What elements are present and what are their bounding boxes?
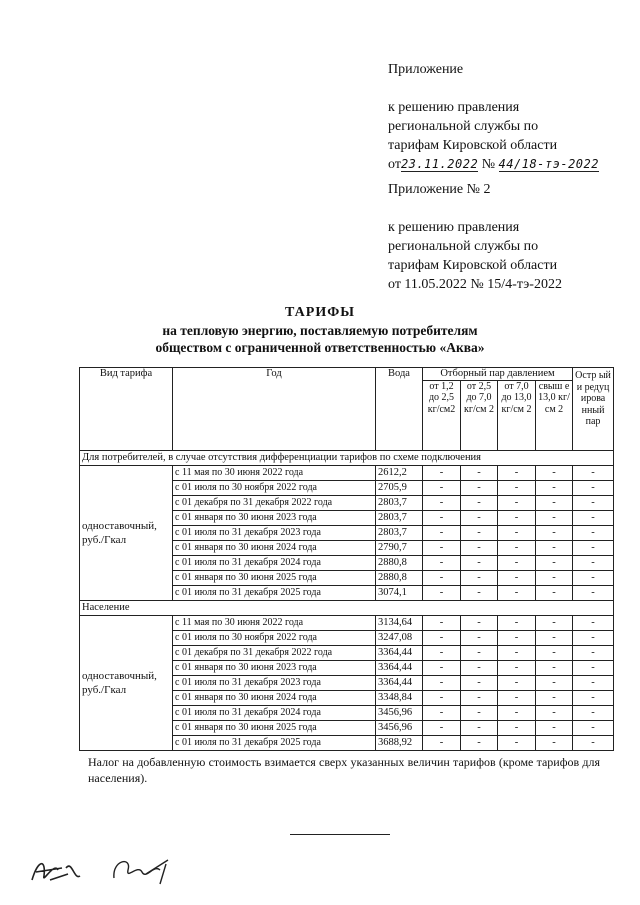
empty-value-cell: - bbox=[461, 690, 498, 705]
empty-value-cell: - bbox=[536, 540, 573, 555]
empty-value-cell: - bbox=[498, 510, 536, 525]
empty-value-cell: - bbox=[573, 555, 614, 570]
empty-value-cell: - bbox=[498, 705, 536, 720]
empty-value-cell: - bbox=[498, 615, 536, 630]
number-prefix: № bbox=[481, 157, 496, 172]
empty-value-cell: - bbox=[461, 555, 498, 570]
empty-value-cell: - bbox=[423, 540, 461, 555]
period-cell: с 01 января по 30 июня 2024 года bbox=[173, 540, 376, 555]
header-pressure-1: от 1,2 до 2,5 кг/см2 bbox=[423, 380, 461, 450]
period-cell: с 01 июля по 31 декабря 2025 года bbox=[173, 585, 376, 600]
empty-value-cell: - bbox=[423, 480, 461, 495]
tariffs-body bbox=[80, 450, 614, 750]
empty-value-cell: - bbox=[536, 480, 573, 495]
period-cell: с 01 января по 30 июня 2023 года bbox=[173, 510, 376, 525]
period-cell: с 01 июля по 31 декабря 2023 года bbox=[173, 525, 376, 540]
period-cell: с 01 июля по 30 ноября 2022 года bbox=[173, 480, 376, 495]
header-sharp-steam: Остр ый и редуц ирова нный пар bbox=[573, 368, 614, 451]
tariffs-table bbox=[79, 367, 614, 751]
period-cell: с 01 января по 30 июня 2023 года bbox=[173, 660, 376, 675]
empty-value-cell: - bbox=[498, 690, 536, 705]
empty-value-cell: - bbox=[573, 705, 614, 720]
empty-value-cell: - bbox=[423, 465, 461, 480]
water-value-cell: 3074,1 bbox=[376, 585, 423, 600]
empty-value-cell: - bbox=[461, 525, 498, 540]
empty-value-cell: - bbox=[498, 570, 536, 585]
water-value-cell: 2612,2 bbox=[376, 465, 423, 480]
empty-value-cell: - bbox=[536, 735, 573, 750]
empty-value-cell: - bbox=[498, 585, 536, 600]
empty-value-cell: - bbox=[423, 585, 461, 600]
empty-value-cell: - bbox=[498, 735, 536, 750]
period-cell: с 01 июля по 30 ноября 2022 года bbox=[173, 630, 376, 645]
empty-value-cell: - bbox=[461, 465, 498, 480]
tariff-type-cell: одноставочный, руб./Гкал bbox=[80, 615, 173, 750]
empty-value-cell: - bbox=[536, 630, 573, 645]
empty-value-cell: - bbox=[423, 705, 461, 720]
empty-value-cell: - bbox=[423, 675, 461, 690]
table-row bbox=[80, 615, 614, 630]
empty-value-cell: - bbox=[536, 690, 573, 705]
period-cell: с 01 июля по 31 декабря 2025 года bbox=[173, 735, 376, 750]
section-row bbox=[80, 600, 614, 615]
empty-value-cell: - bbox=[536, 675, 573, 690]
empty-value-cell: - bbox=[498, 465, 536, 480]
empty-value-cell: - bbox=[573, 630, 614, 645]
vat-note: Налог на добавленную стоимость взимается сверх указанных величин тарифов (кроме тарифов для населения). bbox=[88, 755, 600, 785]
empty-value-cell: - bbox=[573, 480, 614, 495]
empty-value-cell: - bbox=[498, 495, 536, 510]
heading-sub-2: обществом с ограниченной ответственностью «Аква» bbox=[155, 340, 485, 355]
appendix-1 bbox=[388, 60, 599, 174]
empty-value-cell: - bbox=[573, 675, 614, 690]
empty-value-cell: - bbox=[461, 585, 498, 600]
empty-value-cell: - bbox=[423, 555, 461, 570]
empty-value-cell: - bbox=[461, 630, 498, 645]
empty-value-cell: - bbox=[498, 540, 536, 555]
empty-value-cell: - bbox=[423, 630, 461, 645]
signature-icon bbox=[28, 850, 188, 890]
empty-value-cell: - bbox=[573, 540, 614, 555]
empty-value-cell: - bbox=[573, 645, 614, 660]
water-value-cell: 2803,7 bbox=[376, 525, 423, 540]
period-cell: с 01 июля по 31 декабря 2024 года bbox=[173, 555, 376, 570]
appendix-1-line: региональной службы по bbox=[388, 119, 539, 134]
water-value-cell: 2880,8 bbox=[376, 570, 423, 585]
tariffs-heading bbox=[0, 304, 640, 356]
empty-value-cell: - bbox=[461, 480, 498, 495]
empty-value-cell: - bbox=[498, 525, 536, 540]
empty-value-cell: - bbox=[573, 510, 614, 525]
empty-value-cell: - bbox=[461, 510, 498, 525]
separator-line bbox=[290, 834, 390, 835]
empty-value-cell: - bbox=[573, 735, 614, 750]
water-value-cell: 3247,08 bbox=[376, 630, 423, 645]
empty-value-cell: - bbox=[498, 645, 536, 660]
empty-value-cell: - bbox=[423, 690, 461, 705]
empty-value-cell: - bbox=[498, 480, 536, 495]
period-cell: с 01 января по 30 июня 2025 года bbox=[173, 720, 376, 735]
empty-value-cell: - bbox=[536, 495, 573, 510]
empty-value-cell: - bbox=[461, 540, 498, 555]
table-row bbox=[80, 465, 614, 480]
empty-value-cell: - bbox=[461, 720, 498, 735]
empty-value-cell: - bbox=[573, 465, 614, 480]
heading-main: ТАРИФЫ bbox=[285, 305, 355, 320]
period-cell: с 01 декабря по 31 декабря 2022 года bbox=[173, 645, 376, 660]
appendix-2-title: Приложение № 2 bbox=[388, 182, 491, 197]
water-value-cell: 3364,44 bbox=[376, 675, 423, 690]
section-row bbox=[80, 450, 614, 465]
appendix-2-line: тарифам Кировской области bbox=[388, 258, 558, 273]
empty-value-cell: - bbox=[573, 570, 614, 585]
empty-value-cell: - bbox=[498, 630, 536, 645]
empty-value-cell: - bbox=[573, 525, 614, 540]
empty-value-cell: - bbox=[498, 720, 536, 735]
period-cell: с 11 мая по 30 июня 2022 года bbox=[173, 615, 376, 630]
empty-value-cell: - bbox=[536, 705, 573, 720]
water-value-cell: 3364,44 bbox=[376, 645, 423, 660]
section-label: Население bbox=[80, 600, 614, 615]
empty-value-cell: - bbox=[423, 495, 461, 510]
water-value-cell: 3348,84 bbox=[376, 690, 423, 705]
empty-value-cell: - bbox=[573, 495, 614, 510]
header-year: Год bbox=[173, 368, 376, 451]
empty-value-cell: - bbox=[536, 465, 573, 480]
empty-value-cell: - bbox=[461, 675, 498, 690]
header-water: Вода bbox=[376, 368, 423, 451]
water-value-cell: 3688,92 bbox=[376, 735, 423, 750]
period-cell: с 01 июля по 31 декабря 2023 года bbox=[173, 675, 376, 690]
empty-value-cell: - bbox=[423, 510, 461, 525]
section-label: Для потребителей, в случае отсутствия дифференциации тарифов по схеме подключения bbox=[80, 450, 614, 465]
empty-value-cell: - bbox=[498, 675, 536, 690]
water-value-cell: 2880,8 bbox=[376, 555, 423, 570]
handwritten-date: 23.11.2022 bbox=[400, 157, 479, 171]
water-value-cell: 2803,7 bbox=[376, 510, 423, 525]
empty-value-cell: - bbox=[573, 585, 614, 600]
empty-value-cell: - bbox=[461, 570, 498, 585]
empty-value-cell: - bbox=[573, 615, 614, 630]
appendix-1-line: к решению правления bbox=[388, 100, 520, 115]
handwritten-number: 44/18-тэ-2022 bbox=[498, 157, 599, 171]
period-cell: с 01 декабря по 31 декабря 2022 года bbox=[173, 495, 376, 510]
water-value-cell: 2705,9 bbox=[376, 480, 423, 495]
empty-value-cell: - bbox=[461, 705, 498, 720]
date-prefix: от bbox=[388, 157, 401, 172]
header-pressure-4: свыш е 13,0 кг/см 2 bbox=[536, 380, 573, 450]
empty-value-cell: - bbox=[536, 570, 573, 585]
header-type: Вид тарифа bbox=[80, 368, 173, 451]
empty-value-cell: - bbox=[536, 585, 573, 600]
empty-value-cell: - bbox=[498, 555, 536, 570]
empty-value-cell: - bbox=[536, 525, 573, 540]
empty-value-cell: - bbox=[461, 660, 498, 675]
heading-sub-1: на тепловую энергию, поставляемую потребителям bbox=[162, 323, 478, 338]
period-cell: с 11 мая по 30 июня 2022 года bbox=[173, 465, 376, 480]
empty-value-cell: - bbox=[423, 720, 461, 735]
period-cell: с 01 января по 30 июня 2024 года bbox=[173, 690, 376, 705]
header-pressure-2: от 2,5 до 7,0 кг/см 2 bbox=[461, 380, 498, 450]
appendix-1-date-line bbox=[388, 155, 599, 174]
empty-value-cell: - bbox=[498, 660, 536, 675]
empty-value-cell: - bbox=[573, 660, 614, 675]
appendix-2-line: региональной службы по bbox=[388, 239, 539, 254]
appendix-1-line: тарифам Кировской области bbox=[388, 138, 558, 153]
header-steam: Отборный пар давлением bbox=[423, 368, 573, 381]
water-value-cell: 2790,7 bbox=[376, 540, 423, 555]
water-value-cell: 3364,44 bbox=[376, 660, 423, 675]
water-value-cell: 3134,64 bbox=[376, 615, 423, 630]
empty-value-cell: - bbox=[461, 645, 498, 660]
empty-value-cell: - bbox=[461, 735, 498, 750]
empty-value-cell: - bbox=[536, 720, 573, 735]
period-cell: с 01 июля по 31 декабря 2024 года bbox=[173, 705, 376, 720]
empty-value-cell: - bbox=[423, 660, 461, 675]
appendix-2-line: к решению правления bbox=[388, 220, 520, 235]
water-value-cell: 2803,7 bbox=[376, 495, 423, 510]
empty-value-cell: - bbox=[423, 735, 461, 750]
empty-value-cell: - bbox=[461, 495, 498, 510]
empty-value-cell: - bbox=[461, 615, 498, 630]
empty-value-cell: - bbox=[536, 510, 573, 525]
appendix-2-line: от 11.05.2022 № 15/4-тэ-2022 bbox=[388, 277, 562, 292]
appendix-1-title: Приложение bbox=[388, 62, 464, 77]
empty-value-cell: - bbox=[423, 525, 461, 540]
header-pressure-3: от 7,0 до 13,0 кг/см 2 bbox=[498, 380, 536, 450]
empty-value-cell: - bbox=[423, 645, 461, 660]
water-value-cell: 3456,96 bbox=[376, 705, 423, 720]
period-cell: с 01 января по 30 июня 2025 года bbox=[173, 570, 376, 585]
empty-value-cell: - bbox=[536, 615, 573, 630]
empty-value-cell: - bbox=[536, 645, 573, 660]
empty-value-cell: - bbox=[573, 690, 614, 705]
empty-value-cell: - bbox=[423, 570, 461, 585]
empty-value-cell: - bbox=[423, 615, 461, 630]
water-value-cell: 3456,96 bbox=[376, 720, 423, 735]
empty-value-cell: - bbox=[573, 720, 614, 735]
empty-value-cell: - bbox=[536, 555, 573, 570]
appendix-2 bbox=[388, 180, 562, 294]
tariff-type-cell: одноставочный, руб./Гкал bbox=[80, 465, 173, 600]
empty-value-cell: - bbox=[536, 660, 573, 675]
